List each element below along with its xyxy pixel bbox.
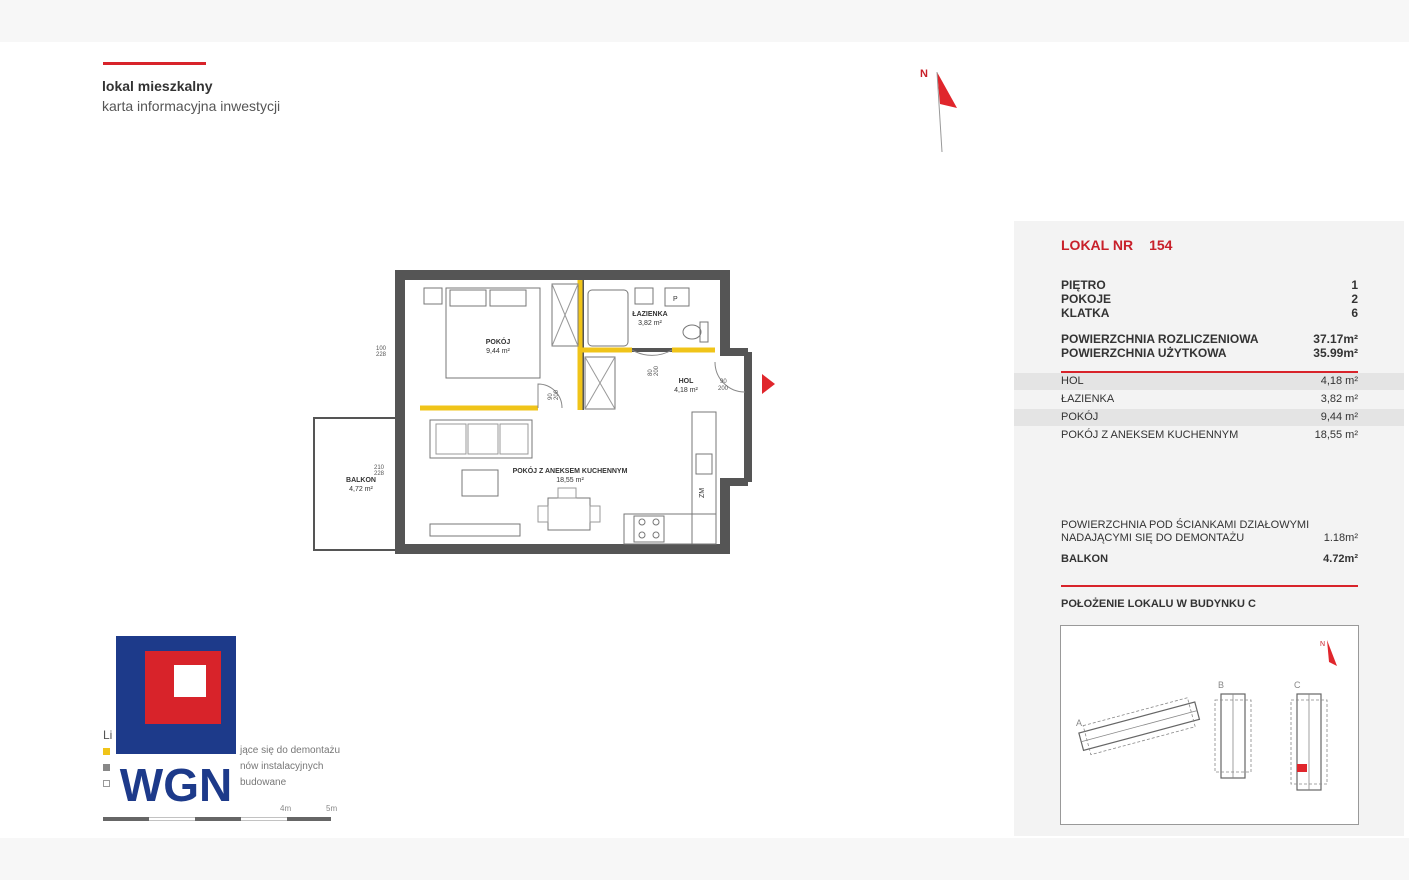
lokal-label: LOKAL NR: [1061, 237, 1134, 253]
room-area: 3,82 m²: [638, 320, 662, 327]
location-title: POŁOŻENIE LOKALU W BUDYNKU C: [1061, 598, 1256, 610]
svg-text:200: 200: [554, 389, 560, 400]
room-row: ŁAZIENKA 3,82 m²: [1061, 393, 1358, 405]
svg-text:80: 80: [648, 369, 654, 376]
building-c-outline: [1291, 694, 1327, 790]
summary-row: POKOJE 2: [1061, 292, 1358, 306]
building-location-map: [1060, 625, 1359, 825]
svg-text:90: 90: [720, 379, 727, 385]
svg-text:100: 100: [376, 346, 387, 352]
legend-item: budowane: [240, 777, 287, 788]
area-row: POWIERZCHNIA ROZLICZENIOWA 37.17m²: [1061, 332, 1358, 346]
logo-text: WGN: [119, 759, 233, 808]
zm-label: ZM: [699, 487, 706, 498]
separator: [1061, 585, 1358, 587]
washing-machine-label: P: [673, 296, 678, 303]
wgn-logo: [116, 636, 236, 808]
svg-text:200: 200: [718, 386, 729, 392]
balcony-row: BALKON 4.72m²: [1061, 553, 1358, 565]
svg-text:90: 90: [548, 393, 554, 400]
page-title: lokal mieszkalny: [102, 78, 213, 94]
scale-label: 4m: [280, 804, 292, 813]
minimap-north-label: N: [1320, 641, 1326, 648]
room-label: HOL: [678, 378, 694, 385]
svg-text:200: 200: [654, 365, 660, 376]
partition-area-row: NADAJĄCYMI SIĘ DO DEMONTAŻU 1.18m²: [1061, 532, 1358, 544]
header-accent-bar: [103, 62, 206, 65]
building-label: C: [1294, 680, 1301, 690]
scale-label: 5m: [326, 804, 338, 813]
svg-text:210: 210: [374, 465, 385, 471]
room-row: POKÓJ 9,44 m²: [1061, 411, 1358, 423]
svg-text:228: 228: [374, 471, 385, 477]
balcony-outline: [314, 418, 402, 550]
partition-area-row: POWIERZCHNIA POD ŚCIANKAMI DZIAŁOWYMI: [1061, 519, 1310, 531]
lokal-number: 154: [1149, 237, 1173, 253]
legend-item: nów instalacyjnych: [240, 761, 324, 772]
summary-row: KLATKA 6: [1061, 306, 1358, 320]
legend-heading: Li: [103, 728, 113, 742]
info-panel: [1014, 221, 1404, 836]
legend-item: jące się do demontażu: [240, 745, 341, 756]
entrance-marker-icon: [762, 374, 775, 394]
minimap-north-icon: [1327, 640, 1337, 666]
room-label: BALKON: [346, 477, 376, 484]
room-area: 18,55 m²: [556, 477, 584, 484]
page-subtitle: karta informacyjna inwestycji: [102, 98, 281, 114]
room-label: ŁAZIENKA: [632, 311, 668, 318]
building-label: B: [1218, 680, 1225, 690]
room-area: 4,72 m²: [349, 486, 373, 493]
north-label: N: [920, 68, 928, 80]
outer-wall: [400, 275, 725, 549]
north-arrow-icon: [912, 62, 962, 157]
building-label: A: [1076, 718, 1083, 728]
summary-row: PIĘTRO 1: [1061, 278, 1358, 292]
room-row: POKÓJ Z ANEKSEM KUCHENNYM 18,55 m²: [1061, 429, 1358, 441]
room-area: 4,18 m²: [674, 387, 698, 394]
area-row: POWIERZCHNIA UŻYTKOWA 35.99m²: [1061, 346, 1358, 360]
lokal-heading: [1061, 237, 1172, 253]
floor-plan: [300, 262, 790, 562]
room-label: POKÓJ Z ANEKSEM KUCHENNYM: [512, 468, 628, 475]
building-a-outline: [1077, 696, 1201, 756]
scale-bar: [103, 817, 331, 821]
room-row: HOL 4,18 m²: [1061, 375, 1358, 387]
unit-location-marker: [1297, 764, 1307, 772]
svg-text:228: 228: [376, 352, 387, 358]
room-label: POKÓJ: [485, 339, 511, 346]
building-b-outline: [1215, 694, 1251, 778]
room-area: 9,44 m²: [486, 348, 510, 355]
